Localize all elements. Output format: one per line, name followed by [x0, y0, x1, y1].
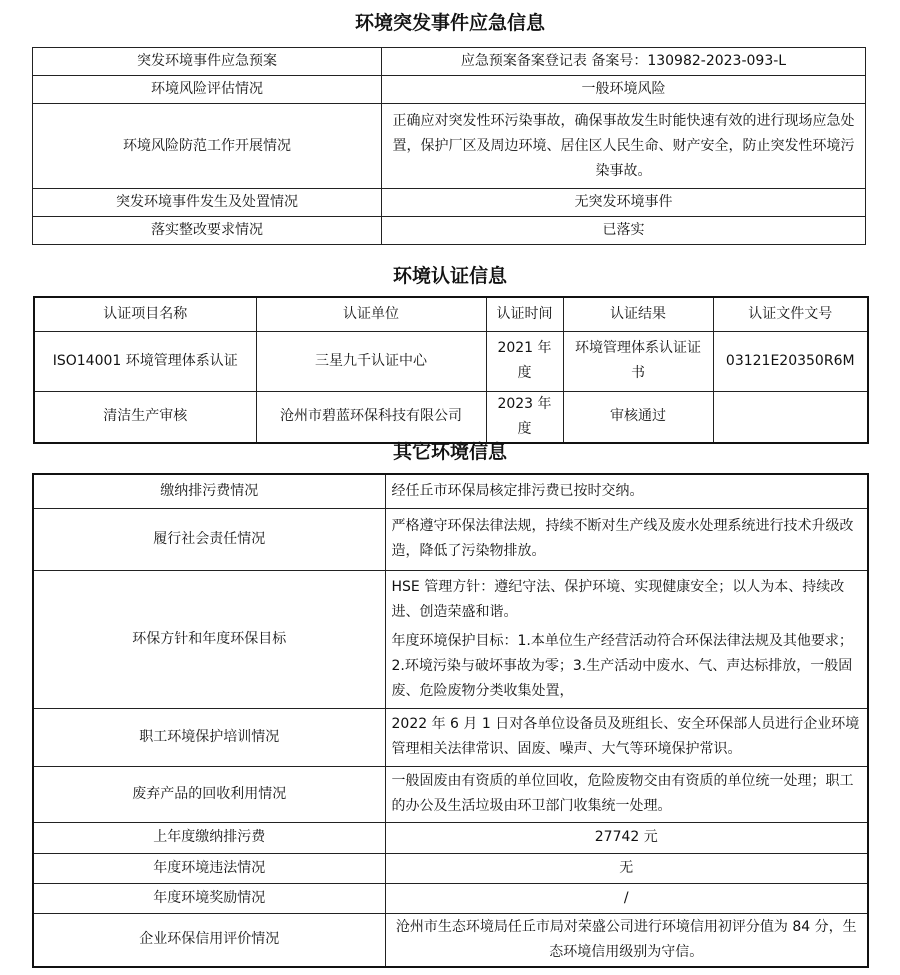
hse-policy-text: HSE 管理方针：遵纪守法、保护环境、实现健康安全；以人为本、持续改进、创造荣盛和谐。	[391, 578, 845, 620]
table-cell: 2021 年度	[486, 331, 563, 391]
table-cell: 2023 年度	[486, 391, 563, 443]
row-value: 无突发环境事件	[382, 189, 866, 217]
emergency-section-title: 环境突发事件应急信息	[354, 12, 545, 34]
table-row	[33, 570, 868, 708]
table-cell: 三星九千认证中心	[256, 331, 486, 391]
row-value: 一般环境风险	[382, 76, 866, 104]
row-label: 年度环境违法情况	[33, 853, 385, 883]
row-value: 27742 元	[385, 822, 868, 853]
row-label: 废弃产品的回收利用情况	[33, 766, 385, 822]
row-label: 职工环境保护培训情况	[33, 708, 385, 766]
row-label: 突发环境事件发生及处置情况	[33, 189, 382, 217]
table-row	[33, 48, 866, 76]
row-value: 已落实	[382, 217, 866, 245]
row-label: 上年度缴纳排污费	[33, 822, 385, 853]
row-label: 缴纳排污费情况	[33, 474, 385, 508]
row-label: 环保方针和年度环保目标	[33, 570, 385, 708]
table-row	[33, 508, 868, 570]
table-row	[33, 76, 866, 104]
row-value: 2022 年 6 月 1 日对各单位设备员及班组长、安全环保部人员进行企业环境管理相关法律常识、固废、噪声、大气等环境保护常识。	[385, 708, 868, 766]
table-header-row	[34, 297, 868, 331]
column-header: 认证单位	[256, 297, 486, 331]
emergency-info-table	[32, 47, 866, 245]
row-value: 一般固废由有资质的单位回收，危险废物交由有资质的单位统一处理；职工的办公及生活垃圾由环卫部门收集统一处理。	[385, 766, 868, 822]
table-cell: 审核通过	[563, 391, 713, 443]
row-value: 经任丘市环保局核定排污费已按时交纳。	[385, 474, 868, 508]
row-label: 落实整改要求情况	[33, 217, 382, 245]
table-row	[33, 853, 868, 883]
row-label: 企业环保信用评价情况	[33, 913, 385, 967]
table-cell	[713, 391, 868, 443]
certification-section-title: 环境认证信息	[392, 265, 507, 287]
row-value: 沧州市生态环境局任丘市局对荣盛公司进行环境信用初评分值为 84 分，生态环境信用级别为守信。	[385, 913, 868, 967]
table-row	[33, 217, 866, 245]
table-cell: 沧州市碧蓝环保科技有限公司	[256, 391, 486, 443]
table-row	[33, 766, 868, 822]
table-row	[33, 474, 868, 508]
column-header: 认证项目名称	[34, 297, 256, 331]
table-cell: 清洁生产审核	[34, 391, 256, 443]
row-value: 正确应对突发性环污染事故，确保事故发生时能快速有效的进行现场应急处置，保护厂区及周边环境、居住区人民生命、财产安全，防止突发性环境污染事故。	[382, 104, 866, 189]
row-value	[385, 570, 868, 708]
table-cell: 03121E20350R6M	[713, 331, 868, 391]
column-header: 认证结果	[563, 297, 713, 331]
table-row	[33, 708, 868, 766]
column-header: 认证时间	[486, 297, 563, 331]
row-label: 年度环境奖励情况	[33, 883, 385, 913]
row-label: 环境风险防范工作开展情况	[33, 104, 382, 189]
certification-table	[33, 296, 869, 444]
table-cell: ISO14001 环境管理体系认证	[34, 331, 256, 391]
row-value: 应急预案备案登记表 备案号：130982-2023-093-L	[382, 48, 866, 76]
table-row	[33, 189, 866, 217]
table-row	[33, 883, 868, 913]
row-value: 无	[385, 853, 868, 883]
other-section-title: 其它环境信息	[392, 441, 507, 463]
table-cell: 环境管理体系认证证书	[563, 331, 713, 391]
column-header: 认证文件文号	[713, 297, 868, 331]
table-row	[33, 913, 868, 967]
row-label: 履行社会责任情况	[33, 508, 385, 570]
table-row	[34, 391, 868, 443]
row-value: 严格遵守环保法律法规，持续不断对生产线及废水处理系统进行技术升级改造，降低了污染物排放。	[385, 508, 868, 570]
row-label: 突发环境事件应急预案	[33, 48, 382, 76]
annual-target-text: 年度环境保护目标：1.本单位生产经营活动符合环保法律法规及其他要求；2.环境污染与破坏事故为零；3.生产活动中废水、气、声达标排放，一般固废、危险废物分类收集处置，	[391, 632, 853, 699]
row-value: /	[385, 883, 868, 913]
row-label: 环境风险评估情况	[33, 76, 382, 104]
table-row	[34, 331, 868, 391]
table-row	[33, 104, 866, 189]
other-info-table	[32, 473, 869, 968]
table-row	[33, 822, 868, 853]
